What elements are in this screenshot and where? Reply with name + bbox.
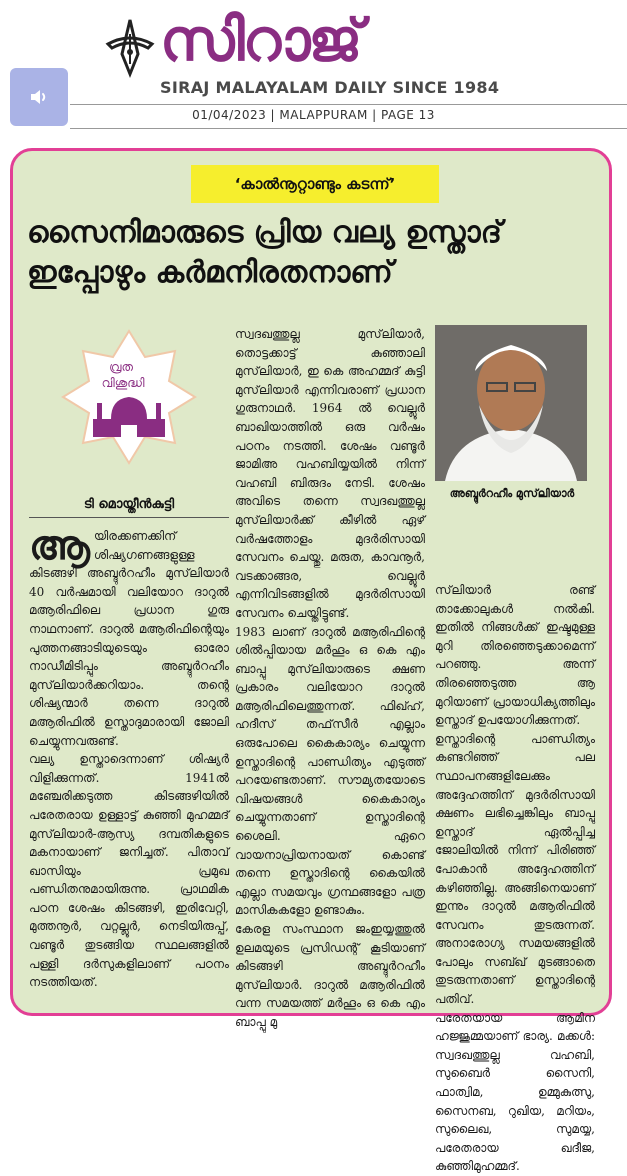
masthead <box>0 0 627 104</box>
divider <box>70 104 627 105</box>
portrait-illustration <box>435 325 587 481</box>
article-paragraph: 1983 ലാണ് ദാറുൽ മആരിഫിന്റെ ശിൽപ്പിയായ മർഹൂം ഒ കെ എം ബാപ്പു മുസ്‌ലിയാരുടെ ക്ഷണ പ്രകാരം വലിയോറ ദാറുൽ മആരിഫിലെത്തുന്നത്. ഫിഖ്ഹ്, ഹദീസ് തഫ്‌സീർ എല്ലാം ഒരുപോലെ കൈകാര്യം ചെയ്യുന്ന ഉസ്താദിന്റെ പാണ്ഡിത്യം എടുത്ത് പറയേണ്ടതാണ്. സൗമ്യതയോടെ വിഷയങ്ങൾ കൈകാര്യം ചെയ്യുന്നതാണ് ഉസ്താദിന്റെ ശൈലി. ഏറെ വായനാപ്രിയനായത് കൊണ്ട് തന്നെ ഉസ്താദിന്റെ കൈയിൽ എല്ലാ സമയവും ഗ്രന്ഥങ്ങളോ പത്ര മാസികകളോ ഉണ്ടാകും. <box>235 624 425 918</box>
byline: ടി മൊയ്തീൻകുട്ടി <box>83 497 175 512</box>
article-paragraph: ഉസ്താദിന്റെ പാണ്ഡിത്യം കണ്ടറിഞ്ഞ് പല സ്ഥാപനങ്ങളിലേക്കും അദ്ദേഹത്തിന് മുദർരിസായി ക്ഷണം ലഭിച്ചെങ്കിലും ബാപ്പു ഉസ്താദ് ഏൽപ്പിച്ച ജോലിയിൽ നിന്ന് പിരിഞ്ഞ് പോകാൻ അദ്ദേഹത്തിന് കഴിഞ്ഞില്ല. അങ്ങിനെയാണ് ഇന്നും ദാറുൽ മആരിഫിൽ സേവനം തുടരുന്നത്. അനാരോഗ്യ സമയങ്ങളിൽ പോലും സബ്ഖ് മുടങ്ങാതെ തുടരുന്നതാണ് ഉസ്താദിന്റെ പതിവ്. <box>435 731 595 1007</box>
speaker-icon <box>28 86 50 108</box>
article-column-1 <box>29 523 229 992</box>
headline: സൈനിമാരുടെ പ്രിയ വല്യ ഉസ്താദ് ഇപ്പോഴും കർമനിരതനാണ് <box>27 215 502 290</box>
photo-caption: അബ്ദുർറഹീം മുസ്‌ലിയാർ <box>449 487 575 500</box>
badge-line-1: വ്രത <box>109 360 133 374</box>
portrait-photo <box>435 325 587 481</box>
divider <box>70 128 627 129</box>
article-paragraph: ആയിരക്കണക്കിന് ശിഷ്യഗണങ്ങളുള്ള കിടങ്ങഴി അബ്ദുർറഹീം മുസ്‌ലിയാർ 40 വർഷമായി വലിയോറ ദാറുൽ മആരിഫിലെ പ്രധാന ഗുരു നാഥനാണ്. ദാറുൽ മആരിഫിന്റെയും പുത്തനങ്ങാടിയുടെയും ഓരോ നാഡീമിടിപ്പും അബ്ദുർറഹീം മുസ്‌ലിയാർക്കറിയാം. തന്റെ ശിഷ്യന്മാർ തന്നെ ദാറുൽ മആരിഫിൽ ഉസ്താദുമാരായി ജോലി ചെയ്യുന്നവരുണ്ട്. <box>29 523 229 748</box>
article-column-3 <box>435 581 595 1176</box>
article-paragraph: പരേതയായ ആമിന ഹജ്ജുമ്മയാണ് ഭാര്യ. മക്കൾ: സ്വദഖത്തുല്ല വഹബി, സുബൈർ സൈനി, ഫാത്വിമ, ഉമ്മുകുത്സു, സൈനബ, റുഖിയ, മറിയം, സുലൈഖ, സുമയ്യ, പരേതരായ ഖദീജ, കുഞ്ഞിമുഹമ്മദ്. <box>435 1010 595 1174</box>
badge-line-2: വിശുദ്ധി <box>101 376 145 390</box>
pen-book-emblem-icon <box>104 14 156 78</box>
masthead-title: സിറാജ് <box>160 6 361 74</box>
dropcap: ആ <box>29 523 90 569</box>
vratha-vishudhi-badge <box>59 327 199 467</box>
dateline: 01/04/2023 | MALAPPURAM | PAGE 13 <box>192 108 435 122</box>
article-column-2 <box>235 325 425 1032</box>
article-paragraph: സ്വദഖത്തുല്ല മുസ്‌ലിയാർ, തൊട്ടക്കാട്ട് കുഞ്ഞാലി മുസ്‌ലിയാർ, ഇ കെ അഹമ്മദ് കുട്ടി മുസ്‌ലിയാർ എന്നിവരാണ് പ്രധാന ഗുരുനാഥർ. 1964 ൽ വെല്ലൂർ ബാഖിയാത്തിൽ ഒരു വർഷം പഠനം നടത്തി. ശേഷം വണ്ടൂർ ജാമിഅ വഹബിയ്യയിൽ നിന്ന് വഹബി ബിരുദം നേടി. ശേഷം അവിടെ തന്നെ സ്വദഖത്തുല്ല മുസ്‌ലിയാർക്ക് കീഴിൽ ഏഴ് വർഷത്തോളം മുദർരിസായി സേവനം ചെയ്തു. മരുത, കാവനൂർ, വടക്കാങ്ങര, വെല്ലൂർ എന്നിവിടങ്ങളിൽ മുദർരിസായി സേവനം ചെയ്തിട്ടുണ്ട്. <box>235 327 425 620</box>
masthead-subtitle: SIRAJ MALAYALAM DAILY SINCE 1984 <box>160 78 500 97</box>
article-paragraph: വല്യ ഉസ്താദെന്നാണ് ശിഷ്യർ വിളിക്കുന്നത്. 1941ൽ മഞ്ചേരിക്കടുത്ത കിടങ്ങഴിയിൽ പരേതരായ ഉള്ളാട്ട് കുഞ്ഞി മുഹമ്മദ് മുസ്‌ലിയാർ-ആസ്യ ദമ്പതികളുടെ മകനായാണ് ജനിച്ചത്. പിതാവ് ഖാസിയും പ്രമുഖ പണ്ഡിതനുമായിരുന്നു. പ്രാഥമിക പഠന ശേഷം കിടങ്ങഴി, ഇരിവേറ്റി, മുത്തനൂർ, വറ്റല്ലൂർ, നെടിയിരുപ്പ്, വണ്ടൂർ തുടങ്ങിയ സ്ഥലങ്ങളിൽ പള്ളി ദർസുകളിലാണ് പഠനം നടത്തിയത്. <box>29 752 229 990</box>
article-card <box>10 148 612 1174</box>
article-paragraph: സ്‌ലിയാർ രണ്ട് താക്കോലുകൾ നൽകി. ഇതിൽ നിങ്ങൾക്ക് ഇഷ്ടമുള്ള മുറി തിരഞ്ഞെടുക്കാമെന്ന് പറഞ്ഞു. അന്ന് തിരഞ്ഞെടുത്ത ആ മുറിയാണ് പ്രായാധിക്യത്തിലും ഉസ്താദ് ഉപയോഗിക്കുന്നത്. <box>435 583 595 728</box>
article-paragraph: കേരള സംസ്ഥാന ജംഇയ്യത്തുൽ ഉലമയുടെ പ്രസിഡന്റ് കൂടിയാണ് കിടങ്ങഴി അബ്ദുർറഹീം മുസ്‌ലിയാർ. ദാറുൽ മആരിഫിൽ വന്ന സമയത്ത് മർഹൂം ഒ കെ എം ബാപ്പു മു <box>235 922 425 1029</box>
divider <box>29 517 229 518</box>
kicker: ‘കാൽനൂറ്റാണ്ടും കടന്ന്’ <box>191 165 439 203</box>
